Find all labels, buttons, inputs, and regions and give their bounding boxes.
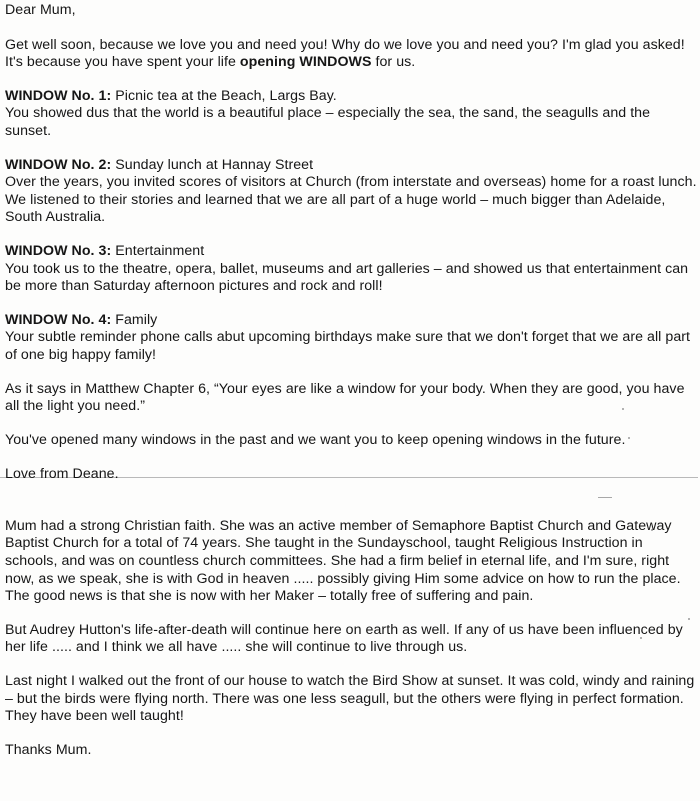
scripture-quote: As it says in Matthew Chapter 6, “Your eyes are like a window for your body. When they are good, you have all the light you need.” (5, 380, 685, 415)
eulogy-paragraph-faith: Mum had a strong Christian faith. She was an active member of Semaphore Baptist Church and Gateway Baptist Church for a total of 74 years. She taught in the Sundayschool, taught Religious Instruction in schools, and was on countless church committees. She had a firm belief in eternal life, and I'm sure, right now, as we speak, she is with God in heaven ..... possibly giving Him some advice on how to run the place. The good news is that she is now with her Maker – totally free of suffering and pain. (5, 517, 681, 605)
window-1-title: Picnic tea at the Beach, Largs Bay. (111, 87, 337, 104)
intro-tail: for us. (371, 54, 416, 71)
window-3-label: WINDOW No. 3: (5, 242, 112, 259)
window-1-label: WINDOW No. 1: (5, 87, 112, 104)
window-3-heading (5, 243, 698, 261)
letter-text (5, 2, 698, 759)
window-4-label: WINDOW No. 4: (5, 311, 112, 328)
eulogy-paragraph-birds: Last night I walked out the front of our house to watch the Bird Show at sunset. It was cold, windy and raining – but the birds were flying north. There was one less seagull, but the others were flying in perfect formation. They have been well taught! (5, 673, 695, 725)
window-2-body: Over the years, you invited scores of visitors at Church (from interstate and overseas) home for a roast lunch. We listened to their stories and learned that we are all part of a huge world – much bigger than Adelaide, South Australia. (5, 174, 697, 226)
intro-paragraph (5, 37, 698, 72)
window-2-label: WINDOW No. 2: (5, 156, 112, 173)
signoff: Love from Deane. (5, 466, 119, 483)
window-4-heading (5, 312, 698, 330)
window-2-heading (5, 157, 698, 175)
window-2-title: Sunday lunch at Hannay Street (111, 156, 314, 173)
window-4-title: Family (111, 311, 158, 328)
salutation: Dear Mum, (5, 2, 76, 18)
window-1-body: You showed dus that the world is a beautiful place – especially the sea, the sand, the seagulls and the sunset. (5, 105, 651, 139)
closing-line: You've opened many windows in the past and we want you to keep opening windows in the future. (5, 431, 626, 448)
thanks-line: Thanks Mum. (5, 741, 92, 758)
eulogy-paragraph-legacy: But Audrey Hutton's life-after-death will continue here on earth as well. If any of us have been influenced by her life ..... and I think we all have ..... she will continue to live through us. (5, 621, 683, 656)
intro-lead: Get well soon, because we love you and need you! Why do we love you and need you? I'm glad you asked! It's because you have spent your life (5, 36, 685, 71)
intro-emphasis-windows: WINDOWS (299, 54, 372, 71)
window-3-body: You took us to the theatre, opera, ballet, museums and art galleries – and showed us that entertainment can be more than Saturday afternoon pictures and rock and roll! (5, 260, 689, 295)
window-1-heading (5, 88, 698, 106)
window-4-body: Your subtle reminder phone calls abut upcoming birthdays make sure that we don't forget that we are all part of one big happy family! (5, 329, 691, 363)
window-3-title: Entertainment (111, 242, 205, 259)
intro-emphasis-opening: opening (239, 54, 300, 71)
